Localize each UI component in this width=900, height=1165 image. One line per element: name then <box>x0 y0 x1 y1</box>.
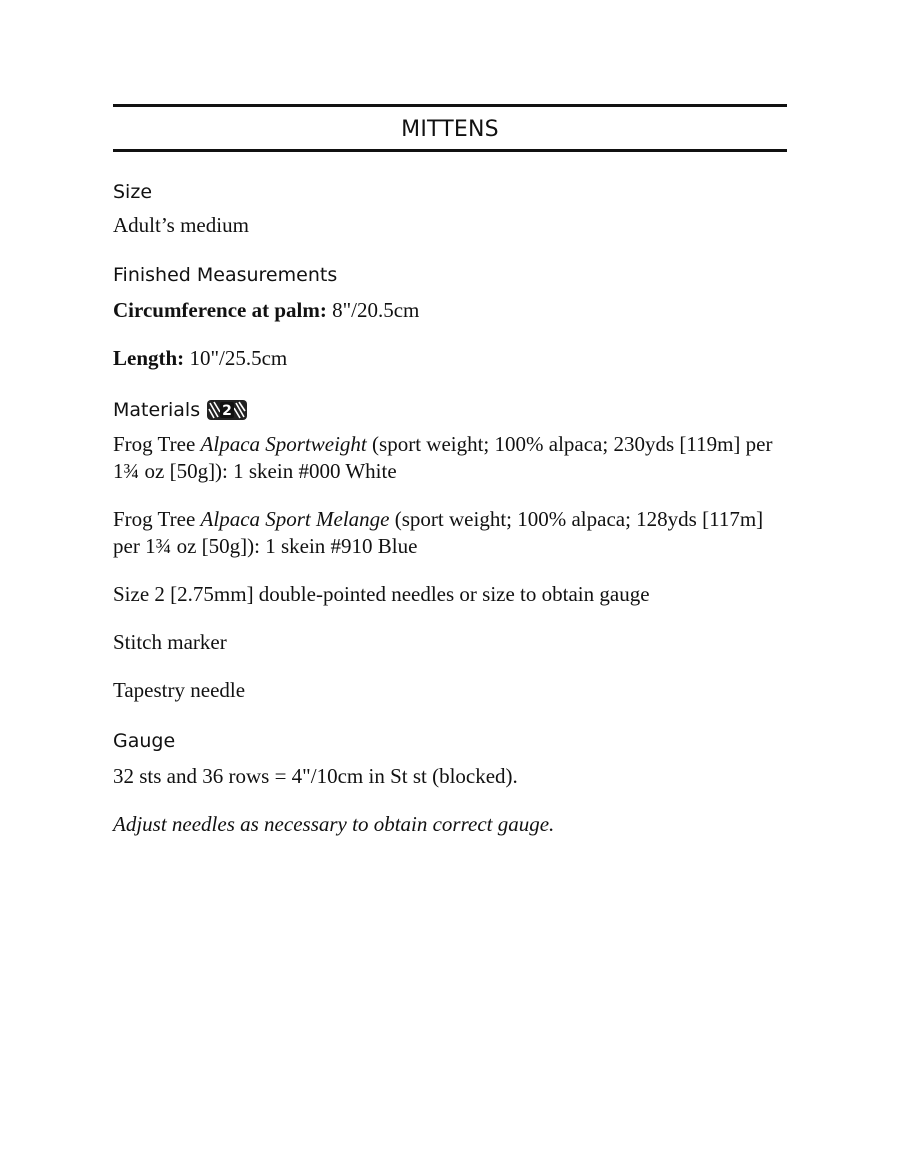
yarn-1-detail: (sport weight; 100% alpaca; 230yds [119m] per 1¾ oz [50g]): 1 skein #000 White <box>113 432 773 483</box>
circumference-line <box>113 297 787 324</box>
gauge-note-text: Adjust needles as necessary to obtain correct gauge. <box>113 812 555 836</box>
needles-item: Size 2 [2.75mm] double-pointed needles or size to obtain gauge <box>113 582 650 606</box>
length-line <box>113 345 787 372</box>
gauge-heading: Gauge <box>113 730 176 752</box>
circumference-label: Circumference at palm: <box>113 298 327 322</box>
circumference-value: 8"/20.5cm <box>326 298 420 322</box>
yarn-weight-number: 2 <box>222 403 232 419</box>
yarn-1-name: Alpaca Sportweight <box>200 432 367 456</box>
length-label: Length: <box>113 346 185 370</box>
materials-heading: Materials <box>113 399 201 421</box>
yarn-1-brand: Frog Tree <box>113 432 201 456</box>
stitch-marker-item: Stitch marker <box>113 630 227 654</box>
yarn-weight-icon <box>206 396 248 424</box>
tapestry-needle-item: Tapestry needle <box>113 678 246 702</box>
yarn-2-brand: Frog Tree <box>113 507 201 531</box>
yarn-2 <box>113 506 787 560</box>
gauge-note <box>113 811 787 838</box>
size-heading: Size <box>113 181 153 203</box>
yarn-1 <box>113 431 787 485</box>
pattern-page <box>113 104 787 838</box>
gauge-value: 32 sts and 36 rows = 4"/10cm in St st (blocked). <box>113 764 518 788</box>
yarn-2-detail: (sport weight; 100% alpaca; 128yds [117m] per 1¾ oz [50g]): 1 skein #910 Blue <box>113 507 764 558</box>
materials-heading-row <box>113 396 787 424</box>
finished-measurements-heading: Finished Measurements <box>113 264 338 286</box>
length-value: 10"/25.5cm <box>184 346 288 370</box>
yarn-2-name: Alpaca Sport Melange <box>200 507 390 531</box>
title-bottom-rule <box>113 149 787 152</box>
size-value: Adult’s medium <box>113 213 249 237</box>
page-title: MITTENS <box>401 117 499 142</box>
